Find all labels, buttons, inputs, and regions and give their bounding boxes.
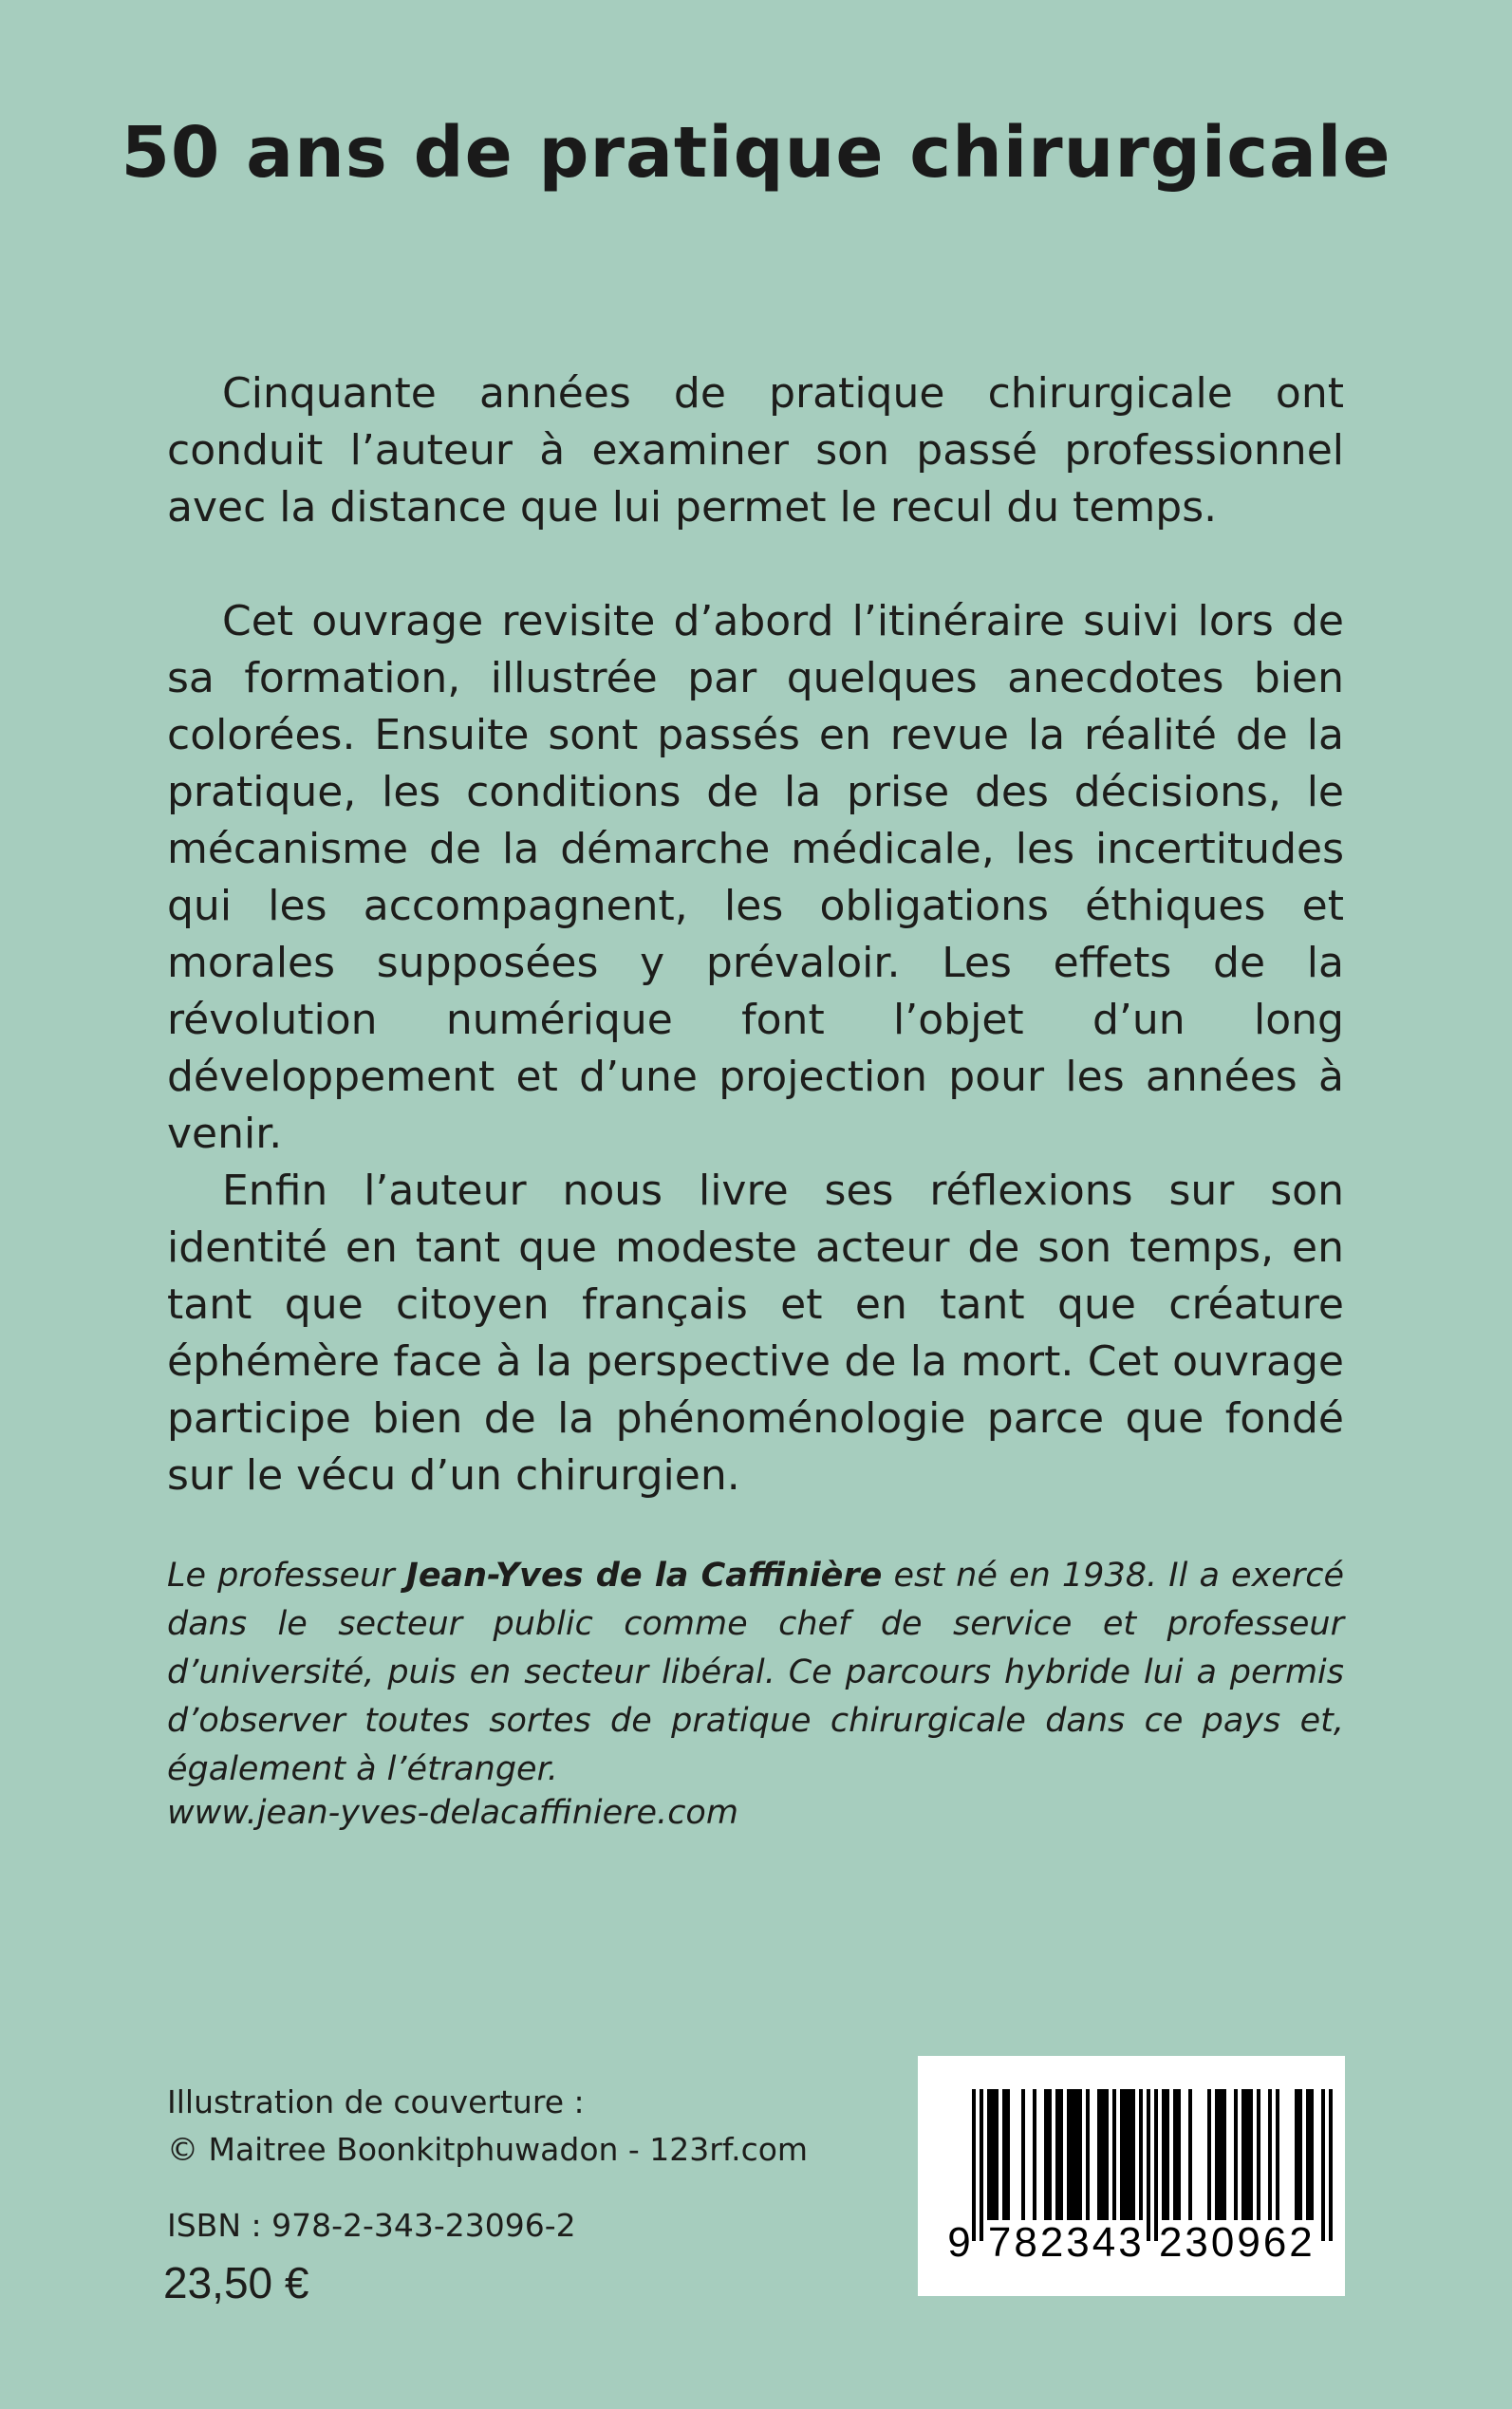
barcode-bar [1006,2089,1010,2220]
barcode-bar [1215,2089,1219,2220]
barcode-bar [1245,2089,1249,2220]
barcode-bar [1295,2089,1298,2220]
illustration-credit [167,2079,808,2174]
back-cover-blurb [167,365,1344,1504]
barcode-bar [1249,2089,1253,2220]
barcode-bar [1074,2089,1078,2220]
barcode-bar [1112,2089,1116,2220]
barcode-bar [1173,2089,1177,2220]
barcode-bar [1329,2089,1333,2241]
barcode-bar [1219,2089,1223,2220]
barcode-bar [1241,2089,1245,2220]
barcode-bar [1120,2089,1124,2220]
barcode-bar [1139,2089,1143,2220]
barcode-bar [1257,2089,1260,2220]
barcode-bar [1021,2089,1025,2220]
barcode-digits: 9 782343 230962 [947,2219,1316,2266]
author-website[interactable]: www.jean-yves-delacaffiniere.com [167,1794,738,1832]
barcode-bar [1162,2089,1166,2220]
price: 23,50 € [163,2258,309,2307]
barcode-bar [1166,2089,1169,2220]
credit-label: Illustration de couverture : [167,2083,585,2120]
barcode-bar [1002,2089,1006,2220]
barcode-bar [1154,2089,1158,2241]
barcode-bar [1086,2089,1090,2220]
barcode-bar [1268,2089,1272,2220]
barcode-bar [1067,2089,1071,2220]
barcode-bar [1105,2089,1109,2220]
barcode-bar [1048,2089,1052,2220]
barcode-bar [987,2089,991,2220]
barcode-bar [1071,2089,1074,2220]
author-bio [167,1552,1344,1794]
credit-source: © Maitree Boonkitphuwadon - 123rf.com [167,2131,809,2168]
barcode-bar [1306,2089,1310,2220]
barcode-bar [1131,2089,1135,2220]
barcode-bar [1033,2089,1036,2220]
barcode-bar [1298,2089,1302,2220]
author-bio-prefix: Le professeur [167,1557,406,1595]
blurb-paragraph-3: Enfin l’auteur nous livre ses réflexions sur son identité en tant que modeste acteur de son temps, en tant que citoyen français et en tant que créature éphémère face à la perspective de la mort. Cet ouvrage participe bien de la phénoménologie parce que fondé sur le vécu d’un chirurgien. [167,1167,1344,1500]
barcode-bar [1097,2089,1101,2220]
barcode-bar [980,2089,983,2241]
blurb-paragraph-2: Cet ouvrage revisite d’abord l’itinéraire suivi lors de sa formation, illustrée par quelques anecdotes bien colorées. Ensuite sont passés en revue la réalité de la pratique, les conditions de la prise des décisions, le mécanisme de la démarche médicale, les incertitudes qui les accompagnent, les obligations éthiques et morales supposées y prévaloir. Les effets de la révolution numérique font l’objet d’un long développement et d’une projection pour les années à venir. [167,597,1344,1158]
barcode-bar [991,2089,995,2220]
barcode [918,2056,1345,2296]
isbn: ISBN : 978-2-343-23096-2 [167,2207,576,2244]
book-title: 50 ans de pratique chirurgicale [121,112,1391,194]
barcode-bar [1276,2089,1279,2220]
barcode-bar [1234,2089,1238,2220]
barcode-bar [1124,2089,1128,2220]
barcode-bar [972,2089,976,2241]
barcode-bar [1059,2089,1063,2220]
barcode-bar [1078,2089,1082,2220]
author-name: Jean-Yves de la Caffinière [405,1557,883,1595]
author-bio-text: est né en 1938. Il a exercé dans le secteur public comme chef de service et professeur d’université, puis en secteur libéral. Ce parcours hybride lui a permis d’observer toutes sortes de pratique chirurgicale dans ce pays et, également à l’étranger. [167,1557,1344,1788]
barcode-bar [1207,2089,1211,2220]
barcode-bar [1223,2089,1226,2220]
barcode-bar [1188,2089,1192,2220]
barcode-bar [995,2089,999,2220]
barcode-bar [1101,2089,1105,2220]
barcode-bar [1310,2089,1314,2220]
barcode-bar [1147,2089,1150,2241]
barcode-bar [1055,2089,1059,2220]
barcode-bar [1128,2089,1131,2220]
barcode-bar [1177,2089,1181,2220]
barcode-bar [1321,2089,1325,2241]
barcode-bar [1044,2089,1048,2220]
blurb-paragraph-1: Cinquante années de pratique chirurgicale ont conduit l’auteur à examiner son passé professionnel avec la distance que lui permet le recul du temps. [167,369,1344,532]
